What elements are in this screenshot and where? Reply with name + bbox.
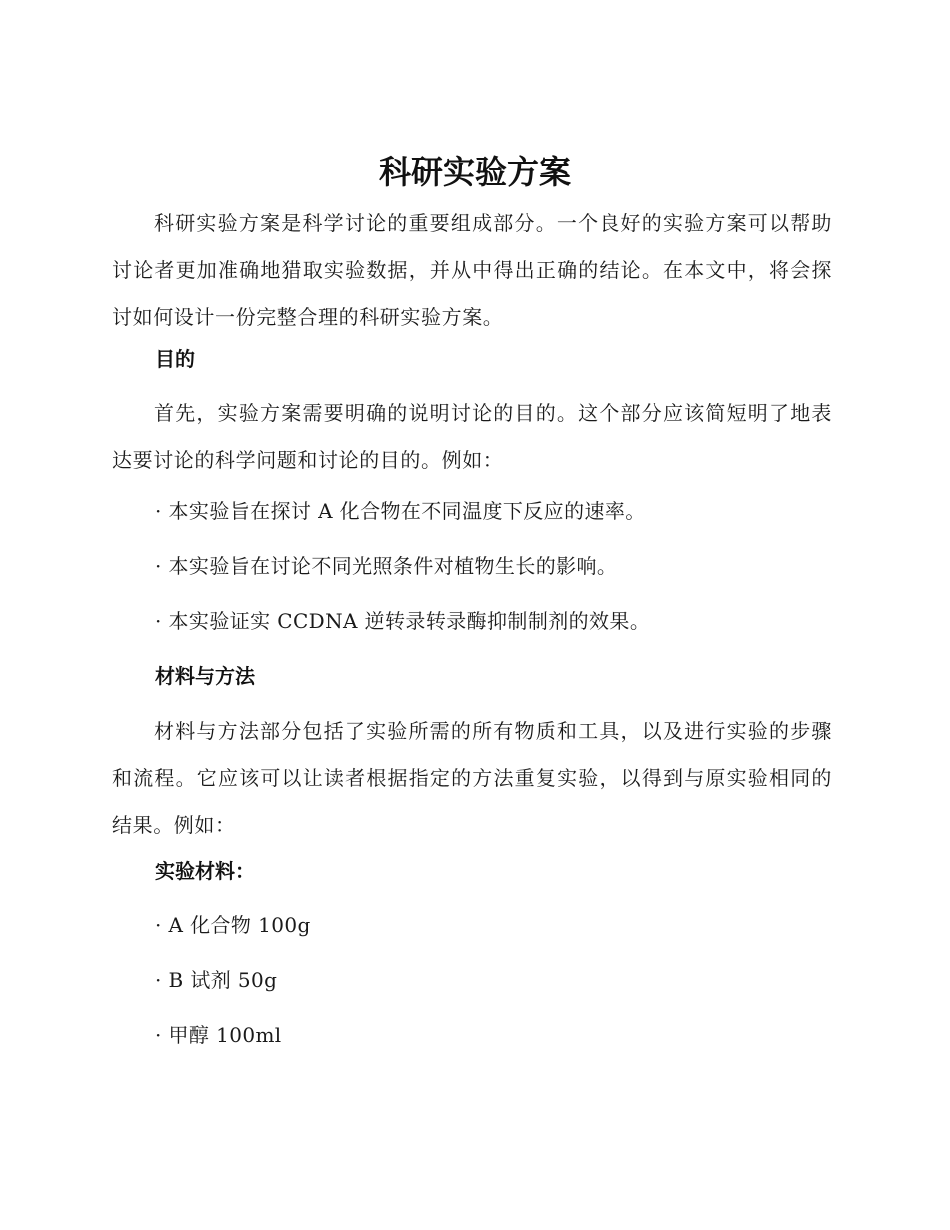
- list-item: · 甲醇 100ml: [155, 1023, 282, 1047]
- section-heading-purpose: 目的: [155, 347, 195, 371]
- materials-methods-paragraph: 材料与方法部分包括了实验所需的所有物质和工具，以及进行实验的步骤和流程。它应该可以让读者根据指定的方法重复实验，以得到与原实验相同的结果。例如：: [112, 719, 832, 837]
- section-heading-materials-methods: 材料与方法: [155, 664, 255, 688]
- list-item: · B 试剂 50g: [155, 968, 278, 992]
- list-item: · 本实验证实 CCDNA 逆转录转录酶抑制制剂的效果。: [155, 609, 651, 633]
- document-title: 科研实验方案: [378, 153, 571, 191]
- subheading-materials: 实验材料：: [155, 859, 255, 883]
- purpose-paragraph: 首先，实验方案需要明确的说明讨论的目的。这个部分应该简短明了地表达要讨论的科学问题和讨论的目的。例如：: [112, 401, 832, 472]
- list-item: · A 化合物 100g: [155, 913, 311, 937]
- intro-paragraph: 科研实验方案是科学讨论的重要组成部分。一个良好的实验方案可以帮助讨论者更加准确地猎取实验数据，并从中得出正确的结论。在本文中，将会探讨如何设计一份完整合理的科研实验方案。: [112, 211, 832, 329]
- list-item: · 本实验旨在探讨 A 化合物在不同温度下反应的速率。: [155, 499, 646, 523]
- list-item: · 本实验旨在讨论不同光照条件对植物生长的影响。: [155, 554, 618, 578]
